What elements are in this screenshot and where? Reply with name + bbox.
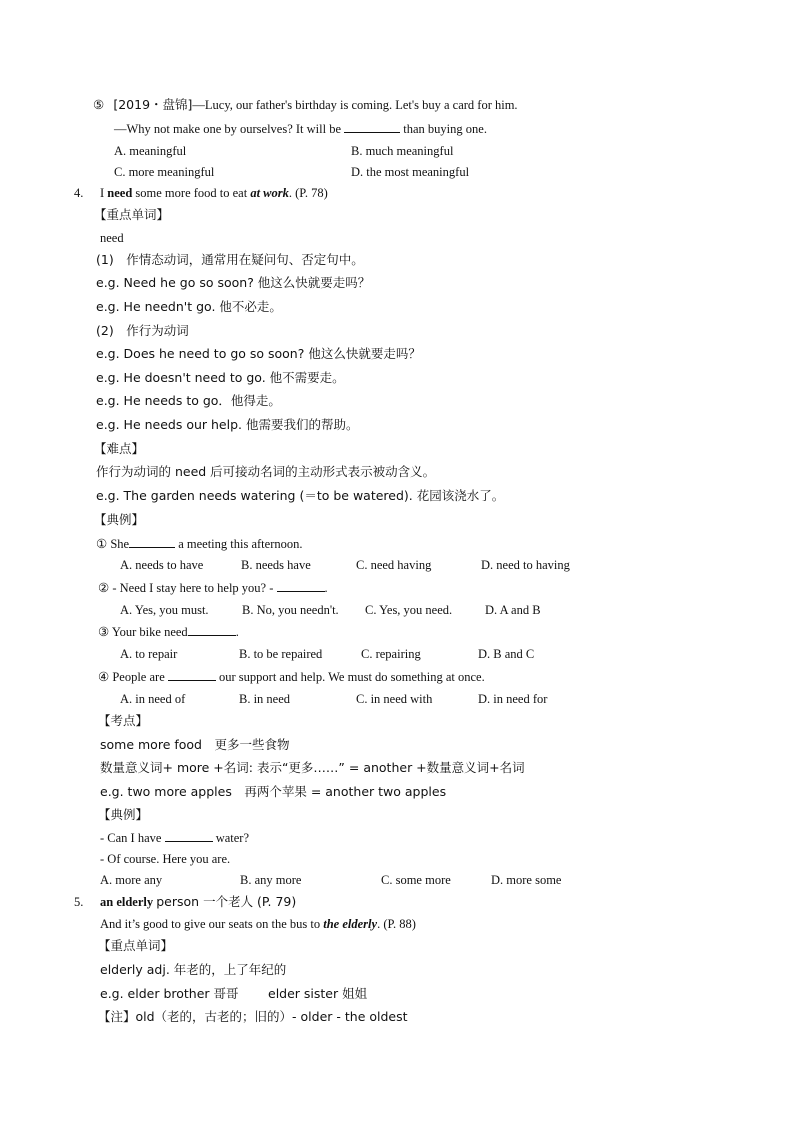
test-point-rule: 数量意义词+ more +名词: 表示“更多……” = another +数量意义词+名词 — [100, 760, 525, 775]
usage-1: (1) 作情态动词，通常用在疑问句、否定句中。 — [96, 252, 364, 267]
option-b: B. much meaningful — [351, 144, 454, 158]
key-word: need — [100, 231, 124, 245]
option-a: A. Yes, you must. — [120, 603, 209, 617]
note: 【注】old（老的，古老的；旧的）- older - the oldest — [98, 1009, 408, 1024]
option-b: B. to be repaired — [239, 647, 323, 661]
answer-blank — [165, 830, 213, 842]
option-d: D. need to having — [481, 558, 570, 572]
example: e.g. He needs our help. 他需要我们的帮助。 — [96, 417, 359, 432]
section-heading-key-words: 【重点单词】 — [98, 938, 174, 953]
page-ref: . (P. 78) — [288, 186, 328, 200]
option-b: B. needs have — [241, 558, 311, 572]
item-4-sentence — [100, 185, 328, 201]
example: e.g. He needn't go. 他不必走。 — [96, 299, 282, 314]
option-c: C. need having — [356, 558, 432, 572]
answer-blank — [344, 121, 400, 133]
option-a: A. in need of — [120, 692, 186, 706]
difficulty-text: 作行为动词的 need 后可接动名词的主动形式表示被动含义。 — [96, 464, 436, 479]
question-text: a meeting this afternoon. — [178, 537, 303, 551]
example-question-3 — [98, 624, 239, 640]
option-b: B. any more — [240, 873, 302, 887]
item-5-sentence — [100, 916, 416, 932]
question-text: ③ Your bike need — [98, 625, 188, 639]
example-question-2 — [98, 580, 328, 596]
option-c: C. some more — [381, 873, 451, 887]
page-ref: . (P. 88) — [377, 917, 416, 931]
question-text: our support and help. We must do something at once. — [219, 670, 485, 684]
question-source: [2019・盘锦] — [113, 97, 193, 112]
option-d: D. B and C — [478, 647, 535, 661]
question-number: ⑤ — [93, 98, 105, 112]
example: e.g. Does he need to go so soon? 他这么快就要走吗？ — [96, 346, 421, 361]
option-d: D. A and B — [485, 603, 541, 617]
phrase-keyword: an elderly — [100, 895, 154, 909]
example: elder sister 姐姐 — [268, 986, 368, 1001]
example-answer: - Of course. Here you are. — [100, 852, 231, 866]
answer-blank — [277, 580, 325, 592]
sentence-keyword: at work — [250, 186, 289, 200]
example-question-1 — [96, 536, 303, 552]
section-heading-difficulty: 【难点】 — [94, 441, 145, 456]
option-b: B. No, you needn't. — [242, 603, 339, 617]
question-text: —Why not make one by ourselves? It will be — [114, 122, 342, 136]
question-text: —Lucy, our father's birthday is coming. Let's buy a card for him. — [192, 98, 518, 112]
section-heading-examples: 【典例】 — [94, 512, 145, 527]
item-number: 4. — [74, 186, 84, 200]
question-5-line2 — [114, 121, 487, 137]
question-text: ① She — [96, 537, 130, 551]
option-a: A. needs to have — [120, 558, 204, 572]
question-text: ② - Need I stay here to help you? - — [98, 581, 274, 595]
option-a: A. more any — [100, 873, 163, 887]
example: e.g. He doesn't need to go. 他不需要走。 — [96, 370, 345, 385]
sentence-text: I — [100, 186, 105, 200]
item-5-phrase — [100, 894, 296, 910]
option-c: C. Yes, you need. — [365, 603, 453, 617]
option-a: A. to repair — [120, 647, 178, 661]
option-c: C. more meaningful — [114, 165, 215, 179]
question-5-stem — [93, 97, 518, 113]
option-c: C. in need with — [356, 692, 433, 706]
option-d: D. the most meaningful — [351, 165, 470, 179]
question-text: . — [235, 625, 239, 639]
sentence-text: some more food to eat — [135, 186, 248, 200]
key-word-definition: elderly adj. 年老的，上了年纪的 — [100, 962, 287, 977]
section-heading-examples: 【典例】 — [98, 807, 149, 822]
question-text: than buying one. — [403, 122, 487, 136]
question-text: water? — [215, 831, 249, 845]
option-a: A. meaningful — [114, 144, 187, 158]
section-heading-key-words: 【重点单词】 — [94, 207, 170, 222]
option-b: B. in need — [239, 692, 291, 706]
example: e.g. He needs to go．他得走。 — [96, 393, 281, 408]
option-d: D. in need for — [478, 692, 548, 706]
example: e.g. elder brother 哥哥 — [100, 986, 239, 1001]
example: e.g. Need he go so soon? 他这么快就要走吗？ — [96, 275, 371, 290]
question-text: ④ People are — [98, 670, 165, 684]
test-point-text: some more food 更多一些食物 — [100, 737, 290, 752]
sentence-text: And it’s good to give our seats on the bus to — [100, 917, 321, 931]
question-text: - Can I have — [100, 831, 162, 845]
sentence-keyword: need — [107, 186, 133, 200]
phrase-text: person 一个老人 (P. 79) — [156, 894, 297, 909]
example: e.g. The garden needs watering (＝to be watered). 花园该浇水了。 — [96, 488, 505, 503]
sentence-keyword: the elderly — [323, 917, 378, 931]
usage-2: (2) 作行为动词 — [96, 323, 189, 338]
answer-blank — [188, 624, 236, 636]
example-question-4 — [98, 669, 485, 685]
option-d: D. more some — [491, 873, 562, 887]
question-text: . — [324, 581, 328, 595]
answer-blank — [168, 669, 216, 681]
example-question-5 — [100, 830, 249, 846]
example: e.g. two more apples 再两个苹果 = another two apples — [100, 784, 447, 799]
option-c: C. repairing — [361, 647, 421, 661]
answer-blank — [129, 536, 175, 548]
section-heading-test-point: 【考点】 — [98, 713, 149, 728]
item-number: 5. — [74, 895, 84, 909]
